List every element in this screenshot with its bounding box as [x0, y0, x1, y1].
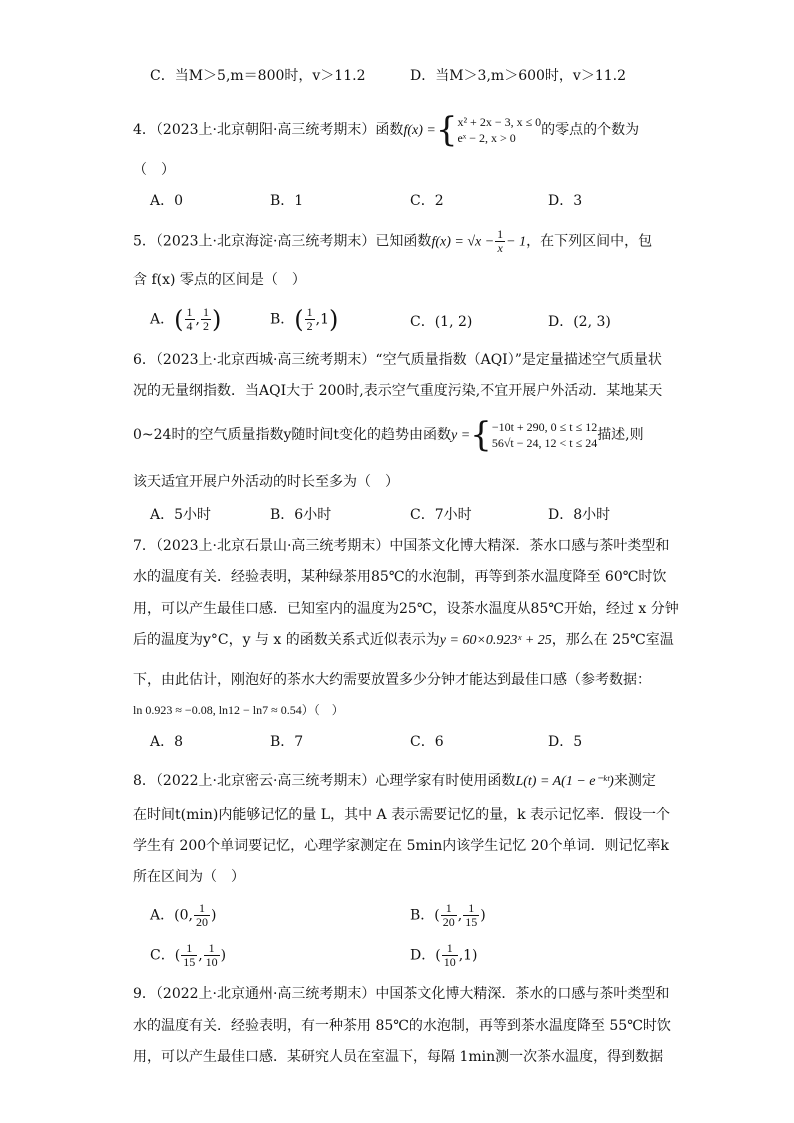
q6-line-3-prefix: 0~24时的空气质量指数y随时间t变化的趋势由函数 [133, 427, 451, 443]
q8-c-n1: 1 [181, 942, 197, 956]
q4-suffix: 的零点的个数为 [541, 122, 640, 138]
q7-option-c: C．6 [410, 734, 444, 750]
q8-d-frac [442, 942, 458, 969]
q5-option-a-frac-2 [201, 306, 211, 333]
q5-option-d: D．(2, 3) [548, 314, 611, 330]
q8-b-d2: 15 [465, 915, 478, 929]
q5-prefix: 5．（2023上·北京海淀·高三统考期末）已知函数 [133, 233, 432, 250]
q8-line-1-prefix: 8．（2022上·北京密云·高三统考期末）心理学家有时使用函数 [133, 773, 516, 789]
q8-line-3: 学生有 200个单词要记忆，心理学家测定在 5min内该学生记忆 20个单词．则记忆率k [133, 838, 670, 854]
q5-a-d1: 4 [186, 319, 193, 333]
q8-c-label: C．( [150, 947, 181, 964]
q8-b-n1: 1 [441, 902, 457, 916]
q8-c-frac-2 [204, 942, 220, 969]
q5-option-a-label: A． [150, 311, 175, 328]
q7-formula: y = 60×0.923ˣ + 25 [439, 633, 552, 648]
q5-frac-num: 1 [497, 227, 504, 241]
q8-option-a [150, 902, 216, 929]
q6-cases [492, 419, 597, 451]
q8-line-2: 在时间t(min)内能够记忆的量 L，其中 A 表示需要记忆的量，k 表示记忆率．假设一个 [133, 807, 671, 823]
q8-a-d: 20 [195, 915, 208, 929]
q8-d-d: 10 [443, 955, 456, 969]
q4-case-2: eˣ − 2, x > 0 [457, 131, 516, 145]
q4-option-d: D．3 [548, 193, 583, 209]
q5-a-n2: 1 [202, 305, 209, 319]
q8-option-c: C．( $\frac{1}{15}$ , $\frac{1}{10}$ ) [150, 941, 227, 969]
q5-option-b-label: B． [270, 311, 295, 328]
q5-option-a-rparen: ) [211, 305, 222, 334]
q5-b-d1: 2 [306, 319, 313, 333]
q4-option-b: B．1 [270, 193, 304, 209]
q6-line-1: 6．（2023上·北京西城·高三统考期末）“空气质量指数（AQI）”是定量描述空气质量状 [133, 352, 662, 368]
q7-line-1: 7．（2023上·北京石景山·高三统考期末）中国茶文化博大精深．茶水口感与茶叶类型和 [133, 538, 670, 554]
q6-case-1: −10t + 290, 0 ≤ t ≤ 12 [491, 420, 598, 434]
q7-line-4-prefix: 后的温度为y°C，y 与 x 的函数关系式近似表示为 [133, 632, 440, 648]
q7-line-4-suffix: ，那么在 25℃室温 [551, 632, 674, 648]
q8-b-d1: 20 [442, 915, 455, 929]
q8-c-n2: 1 [204, 942, 220, 956]
q8-a-tail: ) [210, 907, 217, 924]
q8-line-1-suffix: 来测定 [613, 773, 656, 789]
q9-line-3: 用，可以产生最佳口感．某研究人员在室温下，每隔 1min测一次茶水温度，得到数据 [133, 1049, 664, 1065]
q6-option-c: C．7小时 [410, 507, 472, 523]
q9-line-2: 水的温度有关．经验表明，有一种茶用 85℃的水泡制，再等到茶水温度降至 55℃时饮 [133, 1018, 671, 1034]
q4-option-c: C．2 [410, 193, 444, 209]
q4-brace: { [435, 110, 458, 150]
q4-cases [457, 114, 541, 146]
q5-option-a-lparen: ( [174, 305, 184, 334]
q5-line-2: 含 f(x) 零点的区间是（ ） [133, 272, 306, 288]
q7-line-2: 水的温度有关．经验表明，某种绿茶用85℃的水泡制，再等到茶水温度降至 60℃时饮 [133, 569, 667, 585]
q8-b-frac-1 [441, 902, 457, 929]
q8-b-frac-2 [463, 902, 479, 929]
q5-suffix: ，在下列区间中，包 [526, 233, 653, 250]
q8-b-label: B．( [410, 907, 440, 924]
q8-formula: L(t) = A(1 − e⁻ᵏᵗ) [515, 774, 614, 789]
q5-a-d2: 2 [202, 319, 209, 333]
q3-option-c: C．当M＞5,m＝800时，v＞11.2 [150, 68, 366, 84]
q6-option-b: B．6小时 [270, 507, 332, 523]
q8-c-frac-1 [181, 942, 197, 969]
q5-b-n1: 1 [306, 305, 313, 319]
q5-b-tail: 1 [320, 311, 330, 328]
q7-line-4 [133, 630, 674, 651]
q8-b-tail: ) [480, 907, 486, 924]
q4-case-1: x² + 2x − 3, x ≤ 0 [457, 115, 542, 129]
q5-option-b-rparen: ) [329, 305, 339, 334]
q3-option-d: D．当M＞3,m＞600时，v＞11.2 [410, 68, 626, 84]
q5-func-tail: − 1 [506, 234, 527, 250]
q8-c-d2: 10 [205, 955, 218, 969]
q8-c-d1: 15 [183, 955, 196, 969]
q7-line-5: 下，由此估计，刚泡好的茶水大约需要放置多少分钟才能达到最佳口感（参考数据： [133, 672, 651, 688]
q8-line-4: 所在区间为（ ） [133, 869, 245, 885]
q5-option-c: C．(1, 2) [410, 314, 473, 330]
q7-option-b: B．7 [270, 734, 304, 750]
q8-c-tail: ) [220, 947, 227, 964]
q4-func: f(x) = [403, 123, 436, 138]
q6-brace: { [470, 415, 492, 455]
q5-a-n1: 1 [186, 305, 193, 319]
q8-d-tail: ,1) [458, 947, 478, 964]
q5-frac [495, 228, 505, 255]
q6-func: y = [451, 428, 471, 443]
q6-line-4: 该天适宜开展户外活动的时长至多为（ ） [133, 474, 399, 490]
q4-prefix: 4．（2023上·北京朝阳·高三统考期末）函数 [133, 122, 404, 138]
q5-option-b: B．( $\frac{1}{2}$ ,1) [270, 305, 339, 334]
q5-func: f(x) = √x − [431, 234, 495, 250]
q7-line-3: 用，可以产生最佳口感．已知室内的温度为25℃，设茶水温度从85℃开始，经过 x 分钟 [133, 601, 679, 617]
q8-d-label: D．( [410, 947, 441, 964]
q8-a-label: A．(0, [150, 907, 193, 924]
q6-option-d: D．8小时 [548, 507, 611, 523]
q5-option-b-lparen: ( [294, 305, 304, 334]
q8-option-b: B．( $\frac{1}{20}$ , $\frac{1}{15}$ ) [410, 901, 486, 929]
q5-option-a-frac-1 [185, 306, 195, 333]
q8-a-n: 1 [194, 902, 210, 916]
q8-a-frac [194, 902, 210, 929]
q6-line-2: 况的无量纲指数．当AQI大于 200时,表示空气重度污染,不宜开展户外活动．某地某天 [133, 383, 663, 399]
q8-b-n2: 1 [463, 902, 479, 916]
q5-option-b-frac [305, 306, 315, 333]
q8-line-1 [133, 771, 656, 792]
q7-option-a: A．8 [150, 734, 184, 750]
question-5-stem [133, 228, 652, 256]
q5-option-a: A．( $\frac{1}{4}$ , $\frac{1}{2}$ ) [150, 305, 222, 334]
q8-option-d [410, 942, 478, 969]
q6-line-3-suffix: 描述,则 [597, 427, 644, 443]
q9-line-1: 9．（2022上·北京通州·高三统考期末）中国茶文化博大精深．茶水的口感与茶叶类型和 [133, 986, 670, 1002]
q4-paren: （ ） [133, 162, 175, 178]
q4-option-a: A．0 [150, 193, 184, 209]
q7-option-d: D．5 [548, 734, 583, 750]
q7-line-6: ln 0.923 ≈ −0.08, ln12 − ln7 ≈ 0.54）（ ） [133, 703, 344, 717]
q6-line-3 [133, 415, 644, 455]
question-4-stem [133, 110, 640, 150]
q5-frac-den: x [497, 241, 503, 255]
q6-option-a: A．5小时 [150, 507, 212, 523]
q6-case-2: 56√t − 24, 12 < t ≤ 24 [491, 436, 598, 450]
q8-d-n: 1 [442, 942, 458, 956]
